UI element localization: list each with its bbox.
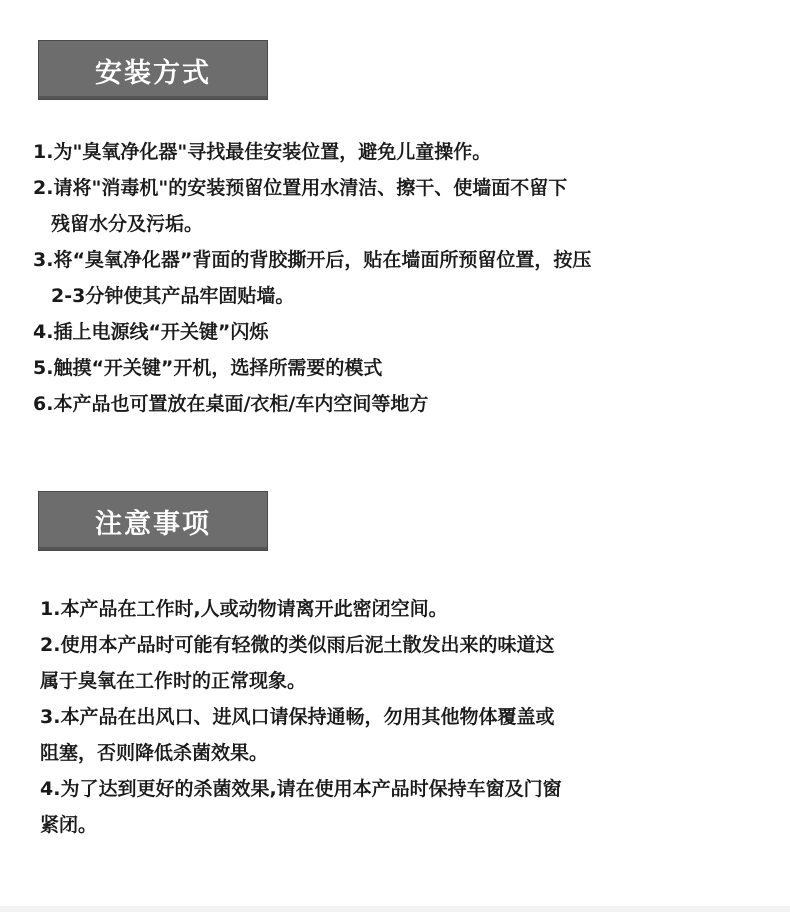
notice-line-2: 2.使用本产品时可能有轻微的类似雨后泥土散发出来的味道这 xyxy=(40,634,555,656)
install-line-4: 4.插上电源线“开关键”闪烁 xyxy=(33,321,269,343)
install-instructions xyxy=(33,134,591,422)
install-line-6: 6.本产品也可置放在桌面/衣柜/车内空间等地方 xyxy=(33,393,429,415)
install-section-title xyxy=(38,40,268,100)
notice-title-text: 注意事项 xyxy=(95,508,211,540)
notice-line-4: 4.为了达到更好的杀菌效果,请在使用本产品时保持车窗及门窗 xyxy=(40,778,562,800)
install-line-3: 3.将“臭氧净化器”背面的背胶撕开后，贴在墙面所预留位置，按压 xyxy=(33,249,592,271)
install-line-3-cont: 2-3分钟使其产品牢固贴墙。 xyxy=(51,285,295,307)
notice-line-2-cont: 属于臭氧在工作时的正常现象。 xyxy=(40,670,307,692)
notice-line-3-cont: 阻塞，否则降低杀菌效果。 xyxy=(40,742,269,764)
notice-instructions xyxy=(40,591,562,843)
install-title-text: 安装方式 xyxy=(95,57,211,89)
notice-line-3: 3.本产品在出风口、进风口请保持通畅，勿用其他物体覆盖或 xyxy=(40,706,555,728)
install-line-1: 1.为"臭氧净化器"寻找最佳安装位置，避免儿童操作。 xyxy=(33,141,492,163)
notice-line-1: 1.本产品在工作时,人或动物请离开此密闭空间。 xyxy=(40,598,448,620)
bottom-divider xyxy=(0,906,790,912)
notice-line-4-cont: 紧闭。 xyxy=(40,814,98,836)
notice-section-title xyxy=(38,491,268,551)
install-line-2-cont: 残留水分及污垢。 xyxy=(51,213,204,235)
install-line-2: 2.请将"消毒机"的安装预留位置用水清洁、擦干、使墙面不留下 xyxy=(33,177,568,199)
install-line-5: 5.触摸“开关键”开机，选择所需要的模式 xyxy=(33,357,383,379)
